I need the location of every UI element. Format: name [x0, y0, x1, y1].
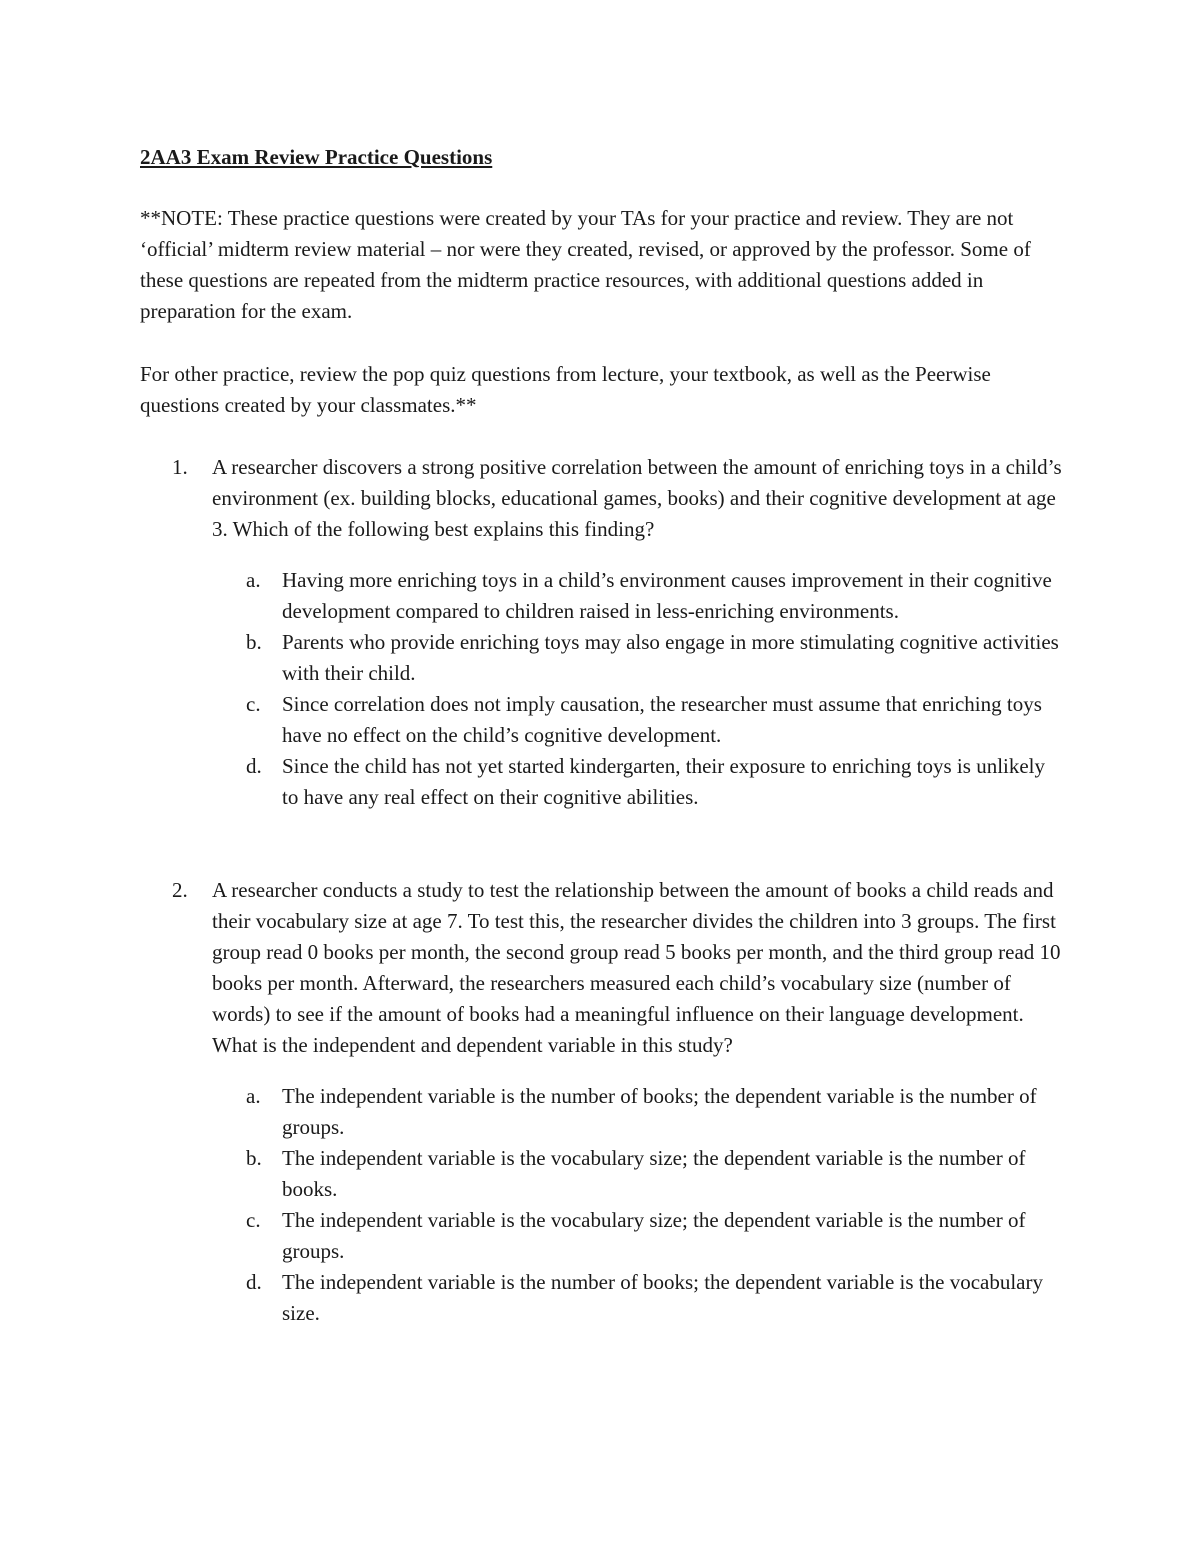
- option-b: [140, 627, 1065, 689]
- option-text: The independent variable is the vocabulary size; the dependent variable is the number of groups.: [282, 1208, 1026, 1263]
- option-text: Parents who provide enriching toys may also engage in more stimulating cognitive activities with their child.: [282, 630, 1059, 685]
- option-letter: a.: [246, 568, 261, 592]
- answer-options: [140, 1081, 1065, 1329]
- question-1: [140, 452, 1065, 813]
- option-letter: d.: [246, 1270, 262, 1294]
- option-c: [140, 1205, 1065, 1267]
- option-letter: b.: [246, 630, 262, 654]
- option-letter: c.: [246, 692, 261, 716]
- question-stem: [140, 875, 1065, 1061]
- question-2: [140, 875, 1065, 1329]
- option-text: The independent variable is the number of books; the dependent variable is the number of groups.: [282, 1084, 1037, 1139]
- question-number: 1.: [172, 455, 188, 479]
- other-practice-paragraph: For other practice, review the pop quiz questions from lecture, your textbook, as well as the Peerwise questions created by your classmates.**: [140, 362, 991, 417]
- question-text: A researcher discovers a strong positive correlation between the amount of enriching toys in a child’s environment (ex. building blocks, educational games, books) and their cognitive development at age 3. Which of the following best explains this finding?: [212, 455, 1062, 541]
- option-c: [140, 689, 1065, 751]
- option-letter: d.: [246, 754, 262, 778]
- option-d: [140, 1267, 1065, 1329]
- option-text: Since correlation does not imply causation, the researcher must assume that enriching toys have no effect on the child’s cognitive development.: [282, 692, 1042, 747]
- document-title: 2AA3 Exam Review Practice Questions: [140, 145, 493, 169]
- option-text: Since the child has not yet started kindergarten, their exposure to enriching toys is unlikely to have any real effect on their cognitive abilities.: [282, 754, 1046, 809]
- question-number: 2.: [172, 878, 188, 902]
- question-stem: [140, 452, 1065, 545]
- option-text: The independent variable is the vocabulary size; the dependent variable is the number of books.: [282, 1146, 1026, 1201]
- answer-options: [140, 565, 1065, 813]
- question-text: A researcher conducts a study to test the relationship between the amount of books a child reads and their vocabulary size at age 7. To test this, the researcher divides the children into 3 groups. The first group read 0 books per month, the second group read 5 books per month, and the third group read 10 books per month. Afterward, the researchers measured each child’s vocabulary size (number of words) to see if the amount of books had a meaningful influence on their language development. What is the independent and dependent variable in this study?: [212, 878, 1061, 1057]
- option-text: Having more enriching toys in a child’s environment causes improvement in their cognitive development compared to children raised in less-enriching environments.: [282, 568, 1052, 623]
- option-text: The independent variable is the number of books; the dependent variable is the vocabulary size.: [282, 1270, 1043, 1325]
- option-b: [140, 1143, 1065, 1205]
- option-letter: c.: [246, 1208, 261, 1232]
- option-d: [140, 751, 1065, 813]
- option-a: [140, 1081, 1065, 1143]
- note-paragraph: **NOTE: These practice questions were created by your TAs for your practice and review. They are not ‘official’ midterm review material – nor were they created, revised, or approved by the professor. Some of these questions are repeated from the midterm practice resources, with additional questions added in preparation for the exam.: [140, 206, 1031, 323]
- option-letter: b.: [246, 1146, 262, 1170]
- option-a: [140, 565, 1065, 627]
- option-letter: a.: [246, 1084, 261, 1108]
